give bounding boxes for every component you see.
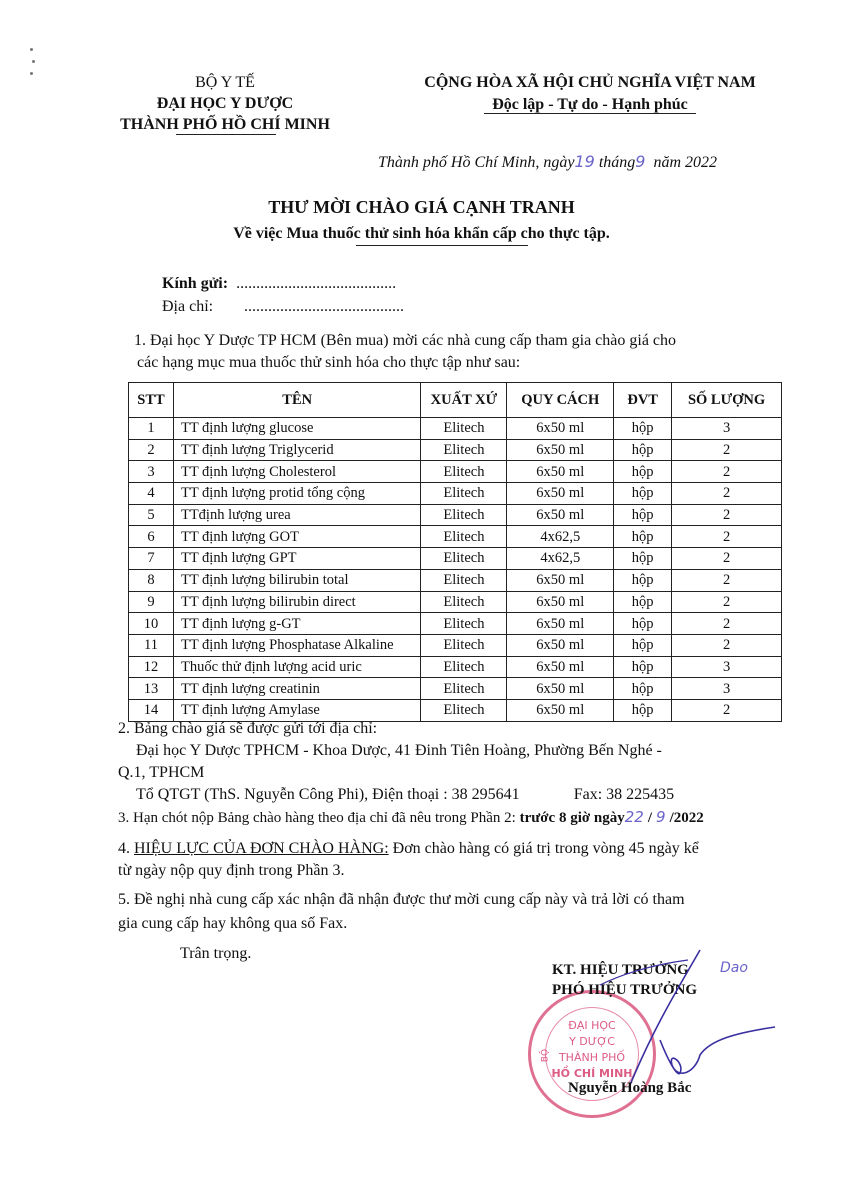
stamp-line-1: ĐẠI HỌC <box>568 1019 616 1032</box>
cell-spec: 6x50 ml <box>507 613 614 635</box>
cell-stt: 14 <box>129 699 174 721</box>
table-row <box>129 613 782 635</box>
section-5-line2: gia cung cấp hay không qua số Fax. <box>118 915 348 932</box>
table-row <box>129 439 782 461</box>
header-name: TÊN <box>173 383 421 418</box>
table-row <box>129 569 782 591</box>
cell-name: TT định lượng GOT <box>173 526 421 548</box>
cell-name: TT định lượng glucose <box>173 418 421 440</box>
cell-unit: hộp <box>614 656 672 678</box>
header-stt: STT <box>129 383 174 418</box>
cell-unit: hộp <box>614 569 672 591</box>
cell-name: TT định lượng Phosphatase Alkaline <box>173 634 421 656</box>
table-row <box>129 678 782 700</box>
date-day-handwritten: 19 <box>574 152 595 171</box>
table-header-row <box>129 383 782 418</box>
cell-name: TT định lượng protid tổng cộng <box>173 483 421 505</box>
table-row <box>129 504 782 526</box>
cell-unit: hộp <box>614 526 672 548</box>
header-right-underline <box>484 113 696 114</box>
section-3 <box>118 808 704 827</box>
university-name-line2: THÀNH PHỐ HỒ CHÍ MINH <box>120 116 330 133</box>
section-2-line1: 2. Bảng chào giá sẽ được gửi tới địa chỉ: <box>118 720 378 737</box>
cell-spec: 6x50 ml <box>507 461 614 483</box>
cell-spec: 6x50 ml <box>507 656 614 678</box>
cell-name: TT định lượng Triglycerid <box>173 439 421 461</box>
header-unit: ĐVT <box>614 383 672 418</box>
header-left-underline <box>176 134 276 135</box>
section-1 <box>134 330 676 374</box>
cell-stt: 6 <box>129 526 174 548</box>
cell-unit: hộp <box>614 548 672 570</box>
section-3-text: 3. Hạn chót nộp Bảng chào hàng theo địa chỉ đã nêu trong Phần 2: <box>118 810 516 826</box>
section-4-text: Đơn chào hàng có giá trị trong vòng 45 ngày kể <box>388 840 699 857</box>
header-spec: QUY CÁCH <box>507 383 614 418</box>
cell-origin: Elitech <box>421 504 507 526</box>
stamp-line-3: THÀNH PHỐ <box>558 1051 626 1064</box>
cell-name: Thuốc thử định lượng acid uric <box>173 656 421 678</box>
cell-unit: hộp <box>614 418 672 440</box>
cell-name: TT định lượng bilirubin total <box>173 569 421 591</box>
cell-spec: 6x50 ml <box>507 699 614 721</box>
handwritten-initials: Dao <box>720 960 748 976</box>
cell-unit: hộp <box>614 678 672 700</box>
table-row <box>129 548 782 570</box>
table-row <box>129 634 782 656</box>
cell-quantity: 3 <box>672 656 782 678</box>
cell-stt: 7 <box>129 548 174 570</box>
closing-text: Trân trọng. <box>180 945 252 962</box>
cell-unit: hộp <box>614 504 672 526</box>
cell-origin: Elitech <box>421 526 507 548</box>
cell-unit: hộp <box>614 634 672 656</box>
cell-spec: 6x50 ml <box>507 634 614 656</box>
section-4 <box>118 838 699 882</box>
table-row <box>129 483 782 505</box>
table-row <box>129 418 782 440</box>
cell-stt: 1 <box>129 418 174 440</box>
cell-origin: Elitech <box>421 569 507 591</box>
header-quantity: SỐ LƯỢNG <box>672 383 782 418</box>
cell-spec: 6x50 ml <box>507 439 614 461</box>
cell-quantity: 2 <box>672 699 782 721</box>
cell-origin: Elitech <box>421 461 507 483</box>
cell-quantity: 2 <box>672 548 782 570</box>
cell-spec: 6x50 ml <box>507 418 614 440</box>
header-origin: XUẤT XỨ <box>421 383 507 418</box>
cell-unit: hộp <box>614 439 672 461</box>
cell-quantity: 2 <box>672 526 782 548</box>
cell-spec: 6x50 ml <box>507 678 614 700</box>
items-table <box>128 382 782 722</box>
cell-quantity: 2 <box>672 613 782 635</box>
cell-stt: 10 <box>129 613 174 635</box>
cell-stt: 4 <box>129 483 174 505</box>
signature-title-1: KT. HIỆU TRƯỞNG <box>552 962 689 978</box>
table-row <box>129 526 782 548</box>
cell-stt: 9 <box>129 591 174 613</box>
cell-quantity: 2 <box>672 461 782 483</box>
cell-name: TT định lượng creatinin <box>173 678 421 700</box>
cell-name: TTđịnh lượng urea <box>173 504 421 526</box>
header-left <box>100 72 350 135</box>
section-4-heading: HIỆU LỰC CỦA ĐƠN CHÀO HÀNG: <box>134 840 389 857</box>
section-3-deadline: trước 8 giờ ngày <box>519 810 625 826</box>
cell-name: TT định lượng Cholesterol <box>173 461 421 483</box>
date-line <box>378 152 717 172</box>
cell-name: TT định lượng g-GT <box>173 613 421 635</box>
stamp-side-text: BỘ <box>540 1048 551 1063</box>
table-body <box>129 418 782 722</box>
university-name-line1: ĐẠI HỌC Y DƯỢC <box>156 95 294 112</box>
cell-name: TT định lượng Amylase <box>173 699 421 721</box>
cell-unit: hộp <box>614 699 672 721</box>
table-row <box>129 461 782 483</box>
cell-stt: 8 <box>129 569 174 591</box>
cell-origin: Elitech <box>421 678 507 700</box>
cell-quantity: 3 <box>672 678 782 700</box>
cell-origin: Elitech <box>421 699 507 721</box>
cell-stt: 13 <box>129 678 174 700</box>
section-2-line3: Q.1, TPHCM <box>118 764 205 781</box>
header-right <box>400 72 780 116</box>
cell-origin: Elitech <box>421 634 507 656</box>
section-2-contact: Tổ QTGT (ThS. Nguyễn Công Phi), Điện thoại : 38 295641 <box>136 786 520 803</box>
deadline-separator: / <box>647 810 653 826</box>
scan-marks <box>30 48 36 78</box>
cell-quantity: 2 <box>672 591 782 613</box>
recipient-label: Kính gửi: <box>162 275 229 292</box>
cell-spec: 4x62,5 <box>507 548 614 570</box>
cell-name: TT định lượng bilirubin direct <box>173 591 421 613</box>
cell-unit: hộp <box>614 613 672 635</box>
signature-title-2: PHÓ HIỆU TRƯỞNG <box>552 982 698 998</box>
cell-stt: 5 <box>129 504 174 526</box>
date-year: năm 2022 <box>653 154 718 171</box>
table-row <box>129 591 782 613</box>
section-1-line2: các hạng mục mua thuốc thử sinh hóa cho thực tập như sau: <box>137 354 521 371</box>
recipient-blank: ........................................ <box>236 275 397 292</box>
date-month-handwritten: 9 <box>635 152 646 171</box>
cell-origin: Elitech <box>421 591 507 613</box>
cell-origin: Elitech <box>421 656 507 678</box>
section-2-line2: Đại học Y Dược TPHCM - Khoa Dược, 41 Đinh Tiên Hoàng, Phường Bến Nghé - <box>136 742 662 759</box>
stamp-line-4: HỒ CHÍ MINH <box>551 1067 633 1080</box>
date-month-label: tháng <box>598 154 636 171</box>
deadline-year: /2022 <box>669 810 704 826</box>
cell-stt: 12 <box>129 656 174 678</box>
cell-spec: 6x50 ml <box>507 591 614 613</box>
document-subject: Về việc Mua thuốc thử sinh hóa khẩn cấp cho thực tập. <box>233 225 610 242</box>
section-5-line1: 5. Đề nghị nhà cung cấp xác nhận đã nhận được thư mời cung cấp này và trả lời có tham <box>118 891 685 908</box>
national-motto: Độc lập - Tự do - Hạnh phúc <box>492 96 688 113</box>
deadline-day-handwritten: 22 <box>624 808 644 826</box>
stamp-line-2: Y DƯỢC <box>569 1035 615 1048</box>
cell-stt: 11 <box>129 634 174 656</box>
cell-origin: Elitech <box>421 439 507 461</box>
cell-spec: 6x50 ml <box>507 483 614 505</box>
republic-name: CỘNG HÒA XÃ HỘI CHỦ NGHĨA VIỆT NAM <box>424 74 756 91</box>
cell-stt: 3 <box>129 461 174 483</box>
cell-quantity: 2 <box>672 483 782 505</box>
cell-origin: Elitech <box>421 613 507 635</box>
subject-underline <box>356 245 528 246</box>
table-row <box>129 656 782 678</box>
cell-quantity: 2 <box>672 634 782 656</box>
cell-spec: 6x50 ml <box>507 569 614 591</box>
cell-quantity: 2 <box>672 504 782 526</box>
cell-origin: Elitech <box>421 483 507 505</box>
address-label: Địa chỉ: <box>162 298 214 315</box>
section-5 <box>118 888 685 936</box>
cell-origin: Elitech <box>421 418 507 440</box>
section-2-fax: Fax: 38 225435 <box>573 786 675 803</box>
section-2 <box>118 718 674 806</box>
section-1-line1: 1. Đại học Y Dược TP HCM (Bên mua) mời các nhà cung cấp tham gia chào giá cho <box>134 332 677 349</box>
cell-unit: hộp <box>614 461 672 483</box>
cell-stt: 2 <box>129 439 174 461</box>
cell-unit: hộp <box>614 483 672 505</box>
cell-spec: 4x62,5 <box>507 526 614 548</box>
cell-quantity: 2 <box>672 569 782 591</box>
recipient-block <box>162 272 404 318</box>
section-4-line2: từ ngày nộp quy định trong Phần 3. <box>118 862 345 879</box>
ministry-name: BỘ Y TẾ <box>195 74 255 91</box>
signer-name: Nguyễn Hoàng Bắc <box>568 1080 692 1096</box>
cell-name: TT định lượng GPT <box>173 548 421 570</box>
cell-origin: Elitech <box>421 548 507 570</box>
date-prefix: Thành phố Hồ Chí Minh, ngày <box>378 154 575 171</box>
cell-quantity: 3 <box>672 418 782 440</box>
cell-spec: 6x50 ml <box>507 504 614 526</box>
deadline-month-handwritten: 9 <box>656 808 666 826</box>
cell-quantity: 2 <box>672 439 782 461</box>
cell-unit: hộp <box>614 591 672 613</box>
address-blank: ........................................ <box>244 298 404 315</box>
document-title: THƯ MỜI CHÀO GIÁ CẠNH TRANH <box>268 197 575 217</box>
section-4-number: 4. <box>118 840 134 857</box>
